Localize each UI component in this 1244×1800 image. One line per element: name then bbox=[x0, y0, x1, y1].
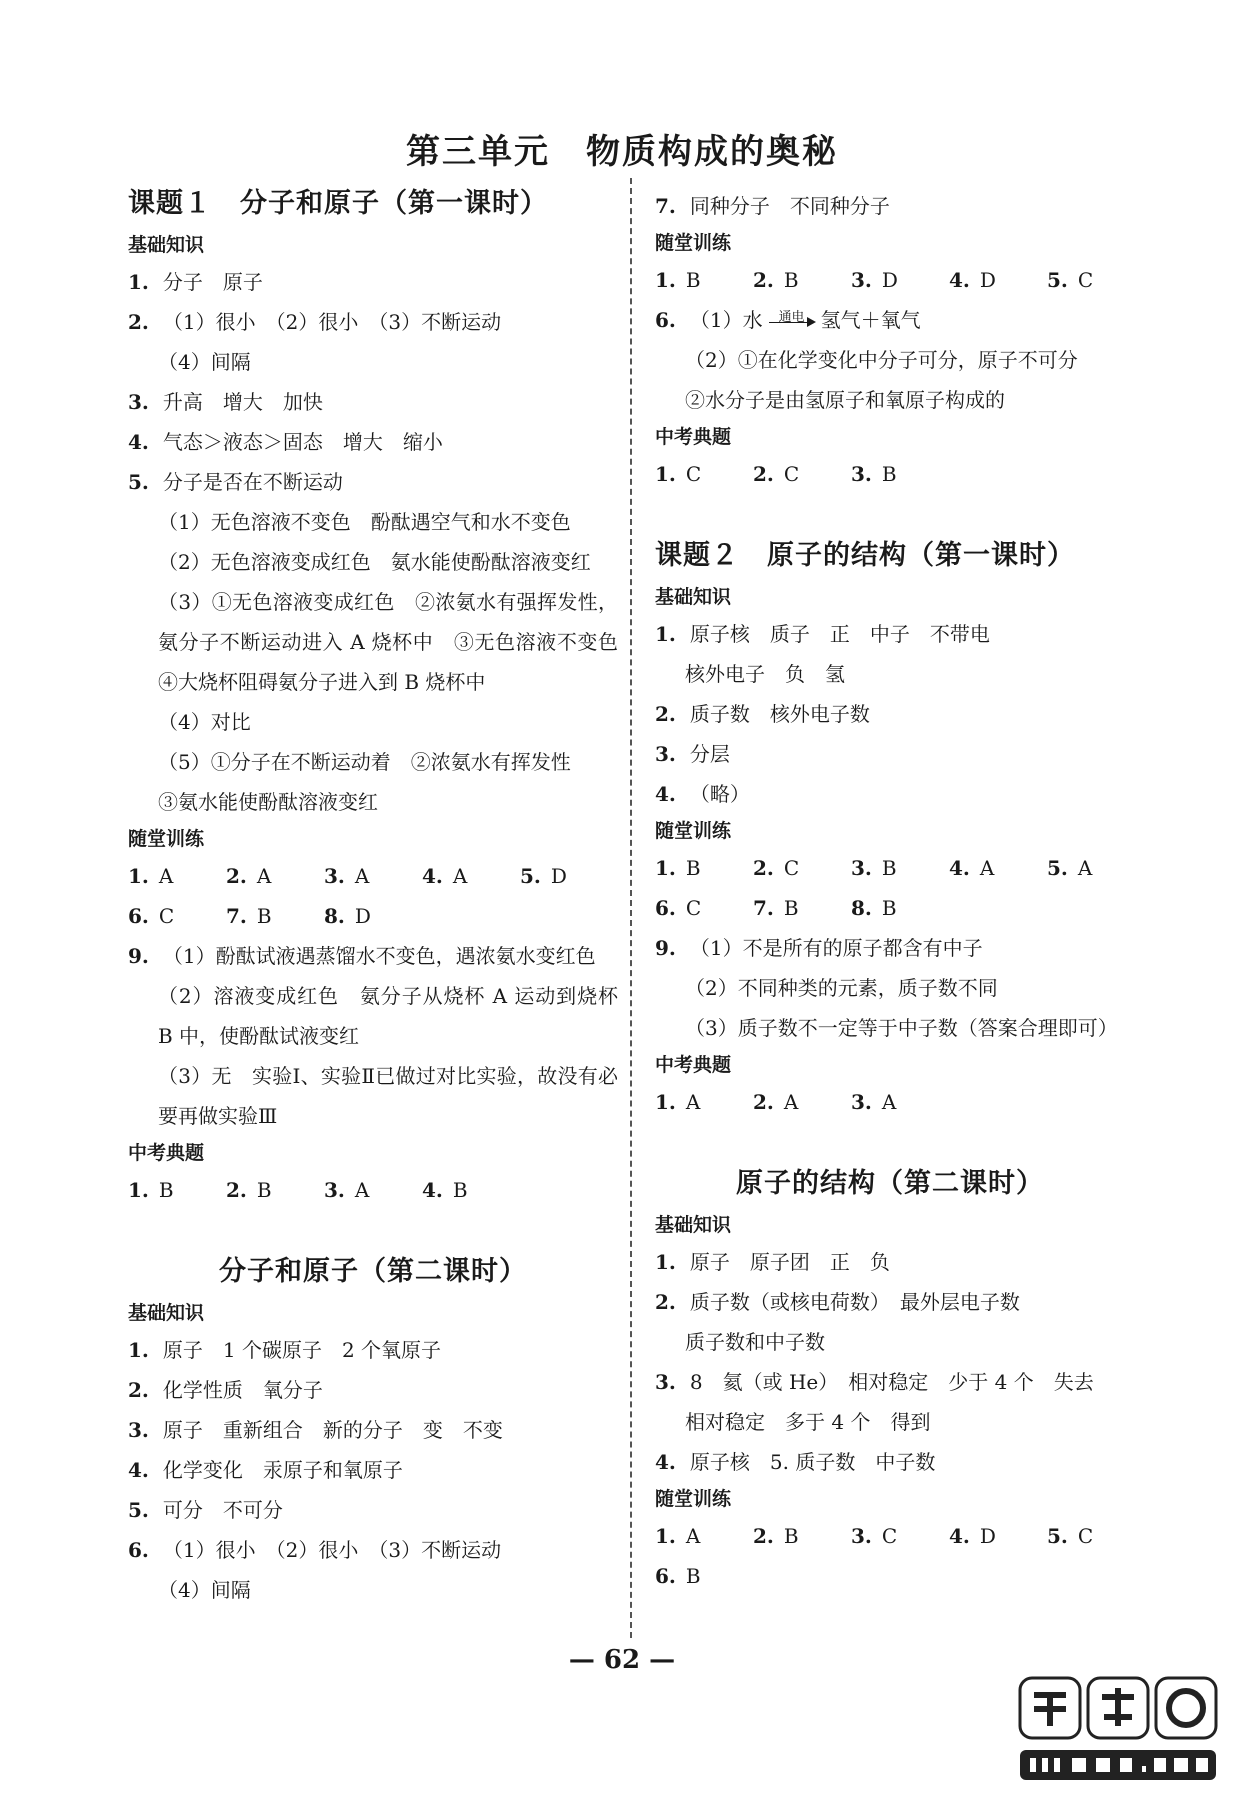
section-heading-practice: 随堂训练 bbox=[655, 232, 732, 254]
item-number: 2. bbox=[753, 856, 774, 880]
item-number: 4. bbox=[655, 1450, 676, 1474]
answer-choice: B bbox=[158, 1178, 174, 1202]
item-number: 2. bbox=[753, 1090, 774, 1114]
item-number: 1. bbox=[655, 462, 676, 486]
answer-cell bbox=[226, 896, 324, 936]
lesson-1-section bbox=[128, 186, 638, 1210]
answer-cell bbox=[851, 888, 949, 928]
list-item bbox=[655, 1362, 1125, 1402]
item-number: 4. bbox=[949, 1524, 970, 1548]
answer-cell bbox=[949, 260, 1047, 300]
answer-cell bbox=[1047, 848, 1145, 888]
answer-text: 分子 原子 bbox=[162, 270, 263, 294]
answer-text: 原子 原子团 正 负 bbox=[689, 1250, 890, 1274]
item-number: 8. bbox=[324, 904, 345, 928]
answer-choice: B bbox=[881, 462, 897, 486]
answer-cell bbox=[422, 856, 520, 896]
item-number: 1. bbox=[655, 1524, 676, 1548]
list-item bbox=[128, 542, 618, 582]
answer-cell bbox=[655, 260, 753, 300]
item-number: 9. bbox=[128, 944, 149, 968]
list-item bbox=[128, 1056, 618, 1136]
answer-text: （1）很小 （2）很小 （3）不断运动 bbox=[162, 1538, 502, 1562]
section-heading-basic: 基础知识 bbox=[655, 1214, 732, 1236]
answer-choice: B bbox=[783, 896, 799, 920]
answer-choice: B bbox=[783, 268, 799, 292]
answer-choice: A bbox=[256, 864, 272, 888]
section-heading-basic: 基础知识 bbox=[128, 1302, 205, 1324]
answer-choice: C bbox=[881, 1524, 898, 1548]
list-item bbox=[655, 1442, 1125, 1482]
item-number: 3. bbox=[851, 856, 872, 880]
item-number: 9. bbox=[655, 936, 676, 960]
answer-cell bbox=[655, 1082, 753, 1122]
section-heading-exam: 中考典题 bbox=[655, 426, 732, 448]
item-number: 3. bbox=[851, 1524, 872, 1548]
answer-cell bbox=[753, 454, 851, 494]
item-number: 5. bbox=[520, 864, 541, 888]
list-item bbox=[128, 302, 618, 342]
answer-cell bbox=[753, 1516, 851, 1556]
item-number: 1. bbox=[655, 1250, 676, 1274]
answer-text: 相对稳定 多于 4 个 得到 bbox=[685, 1410, 931, 1434]
answer-cell bbox=[655, 1516, 753, 1556]
answer-text: 质子数和中子数 bbox=[685, 1330, 825, 1354]
list-item bbox=[655, 1282, 1125, 1322]
item-number: 6. bbox=[128, 904, 149, 928]
list-item bbox=[128, 422, 618, 462]
list-item bbox=[128, 1530, 618, 1570]
answer-row bbox=[655, 1082, 1125, 1122]
answer-cell bbox=[128, 1170, 226, 1210]
item-number: 4. bbox=[949, 856, 970, 880]
answer-row bbox=[655, 888, 1125, 928]
lesson-1-continued bbox=[655, 186, 1125, 494]
answer-text: 质子数（或核电荷数） 最外层电子数 bbox=[689, 1290, 1020, 1314]
answer-cell bbox=[422, 1170, 520, 1210]
reaction-condition: 通电 bbox=[778, 309, 805, 325]
answer-cell bbox=[851, 260, 949, 300]
list-item bbox=[128, 976, 618, 1056]
answer-grid bbox=[655, 1516, 1125, 1596]
item-number: 1. bbox=[128, 1338, 149, 1362]
item-number: 3. bbox=[128, 1418, 149, 1442]
answer-row bbox=[128, 896, 618, 936]
item-number: 3. bbox=[655, 1370, 676, 1394]
answer-row bbox=[655, 1516, 1125, 1556]
answer-choice: C bbox=[685, 462, 702, 486]
item-number: 2. bbox=[128, 310, 149, 334]
answer-choice: B bbox=[685, 856, 701, 880]
answer-text: ③氨水能使酚酞溶液变红 bbox=[158, 790, 378, 814]
list-item bbox=[128, 262, 618, 302]
item-number: 3. bbox=[851, 462, 872, 486]
answer-cell bbox=[753, 888, 851, 928]
item-number: 1. bbox=[128, 1178, 149, 1202]
item-number: 3. bbox=[851, 268, 872, 292]
answer-choice: C bbox=[1077, 268, 1094, 292]
answer-text: （2）溶液变成红色 氨分子从烧杯 A 运动到烧杯 B 中，使酚酞试液变红 bbox=[158, 984, 618, 1048]
list-item bbox=[128, 1370, 618, 1410]
answer-text: （3）无 实验Ⅰ、实验Ⅱ已做过对比实验，故没有必要再做实验Ⅲ bbox=[158, 1064, 618, 1128]
answer-cell bbox=[520, 856, 618, 896]
answer-choice: B bbox=[685, 268, 701, 292]
item-number: 5. bbox=[1047, 856, 1068, 880]
answer-choice: D bbox=[550, 864, 567, 888]
list-item bbox=[128, 936, 618, 976]
answer-text: 原子 1 个碳原子 2 个氧原子 bbox=[162, 1338, 442, 1362]
lesson-2-section bbox=[655, 538, 1125, 1122]
list-item bbox=[655, 774, 1125, 814]
answer-choice: C bbox=[1077, 1524, 1094, 1548]
answer-text: 8 氦（或 He） 相对稳定 少于 4 个 失去 bbox=[689, 1370, 1094, 1394]
list-item bbox=[128, 502, 618, 542]
lesson-2b-section bbox=[655, 1166, 1125, 1596]
item-number: 6. bbox=[655, 1564, 676, 1588]
answer-row bbox=[655, 1556, 1125, 1596]
item-number: 1. bbox=[655, 1090, 676, 1114]
answer-list bbox=[655, 928, 1125, 1048]
answer-list bbox=[128, 1330, 618, 1610]
item-number: 6. bbox=[128, 1538, 149, 1562]
answer-text: （3）①无色溶液变成红色 ②浓氨水有强挥发性，氨分子不断运动进入 A 烧杯中 ③无色溶液不变色 ④大烧杯阻碍氨分子进入到 B 烧杯中 bbox=[158, 590, 638, 694]
item-number: 2. bbox=[753, 1524, 774, 1548]
answer-text: 原子核 质子 正 中子 不带电 bbox=[689, 622, 990, 646]
answer-grid bbox=[128, 1170, 618, 1210]
answer-row bbox=[128, 1170, 618, 1210]
item-number: 4. bbox=[128, 1458, 149, 1482]
reaction-arrow-icon bbox=[769, 309, 815, 332]
list-item bbox=[128, 1330, 618, 1370]
answer-text: （1）不是所有的原子都含有中子 bbox=[689, 936, 983, 960]
answer-choice: D bbox=[881, 268, 898, 292]
list-item bbox=[128, 582, 638, 702]
list-item bbox=[655, 968, 1125, 1008]
list-item bbox=[128, 342, 618, 382]
item-number: 3. bbox=[128, 390, 149, 414]
answer-row bbox=[655, 848, 1125, 888]
answer-cell bbox=[851, 1082, 949, 1122]
answer-choice: B bbox=[256, 904, 272, 928]
list-item bbox=[655, 614, 1125, 654]
answer-cell bbox=[949, 848, 1047, 888]
list-item bbox=[128, 742, 618, 782]
item-number: 2. bbox=[655, 702, 676, 726]
item-number: 2. bbox=[226, 864, 247, 888]
answer-choice: A bbox=[979, 856, 995, 880]
answer-choice: A bbox=[881, 1090, 897, 1114]
answer-cell bbox=[753, 848, 851, 888]
item-number: 6. bbox=[655, 896, 676, 920]
answer-choice: A bbox=[685, 1090, 701, 1114]
list-item bbox=[128, 1450, 618, 1490]
list-item bbox=[655, 654, 1125, 694]
list-item bbox=[655, 928, 1125, 968]
item-number: 3. bbox=[851, 1090, 872, 1114]
answer-text: 可分 不可分 bbox=[162, 1498, 283, 1522]
answer-cell bbox=[1047, 260, 1145, 300]
item-number: 3. bbox=[655, 742, 676, 766]
answer-choice: D bbox=[354, 904, 371, 928]
item-number: 1. bbox=[655, 856, 676, 880]
section-heading-practice: 随堂训练 bbox=[655, 820, 732, 842]
page-number: — 62 — bbox=[568, 1645, 676, 1675]
item-number: 3. bbox=[324, 1178, 345, 1202]
answer-choice: A bbox=[452, 864, 468, 888]
answer-choice: B bbox=[881, 856, 897, 880]
answer-cell bbox=[226, 1170, 324, 1210]
item-number: 2. bbox=[226, 1178, 247, 1202]
item-number: 7. bbox=[753, 896, 774, 920]
answer-text: 气态＞液态＞固态 增大 缩小 bbox=[162, 430, 443, 454]
answer-choice: A bbox=[783, 1090, 799, 1114]
item-number: 1. bbox=[128, 864, 149, 888]
column-divider bbox=[630, 178, 632, 1638]
list-item bbox=[128, 1570, 618, 1610]
lesson-title: 原子的结构（第二课时） bbox=[736, 1168, 1044, 1199]
answer-text: （2）①在化学变化中分子可分，原子不可分 bbox=[685, 348, 1078, 372]
item-number: 5. bbox=[1047, 1524, 1068, 1548]
equation-item: 6. （1）水 通电 氢气＋氧气 bbox=[655, 300, 1125, 340]
answer-cell bbox=[851, 454, 949, 494]
answer-list bbox=[655, 614, 1125, 814]
answer-text: （1）酚酞试液遇蒸馏水不变色，遇浓氨水变红色 bbox=[162, 944, 596, 968]
list-item bbox=[655, 734, 1125, 774]
answer-grid bbox=[655, 260, 1125, 300]
list-item bbox=[655, 380, 1125, 420]
answer-cell bbox=[1047, 1516, 1145, 1556]
answer-text: 化学变化 汞原子和氧原子 bbox=[162, 1458, 403, 1482]
answer-cell bbox=[655, 454, 753, 494]
answer-grid bbox=[655, 848, 1125, 928]
section-heading-basic: 基础知识 bbox=[128, 234, 205, 256]
unit-title: 第三单元 物质构成的奥秘 bbox=[406, 132, 838, 172]
item-number: 1. bbox=[655, 268, 676, 292]
answer-choice: C bbox=[783, 462, 800, 486]
item-number: 7. bbox=[226, 904, 247, 928]
item-number: 5. bbox=[128, 1498, 149, 1522]
answer-choice: A bbox=[158, 864, 174, 888]
list-item bbox=[128, 382, 618, 422]
section-heading-exam: 中考典题 bbox=[128, 1142, 205, 1164]
answer-cell bbox=[226, 856, 324, 896]
item-number: 2. bbox=[753, 268, 774, 292]
list-item bbox=[655, 1322, 1125, 1362]
answer-text: （1）无色溶液不变色 酚酞遇空气和水不变色 bbox=[158, 510, 571, 534]
answer-choice: B bbox=[783, 1524, 799, 1548]
answer-choice: C bbox=[158, 904, 175, 928]
answer-text: 质子数 核外电子数 bbox=[689, 702, 870, 726]
answer-grid bbox=[655, 454, 1125, 494]
answer-list bbox=[655, 1242, 1125, 1482]
answer-list bbox=[655, 340, 1125, 420]
answer-text: 分子是否在不断运动 bbox=[162, 470, 343, 494]
lesson-title: 课题１ 分子和原子（第一课时） bbox=[128, 188, 548, 219]
answer-choice: B bbox=[881, 896, 897, 920]
answer-text: （略） bbox=[689, 782, 750, 806]
answer-choice: D bbox=[979, 268, 996, 292]
answer-choice: A bbox=[354, 1178, 370, 1202]
list-item bbox=[128, 462, 618, 502]
answer-choice: A bbox=[685, 1524, 701, 1548]
answer-text: （4）间隔 bbox=[158, 350, 251, 374]
item-number: 8. bbox=[851, 896, 872, 920]
answer-cell bbox=[655, 1556, 753, 1596]
section-heading-practice: 随堂训练 bbox=[655, 1488, 732, 1510]
answer-list bbox=[128, 936, 618, 1136]
item-number: 4. bbox=[422, 864, 443, 888]
answer-row bbox=[655, 454, 1125, 494]
answer-list bbox=[128, 262, 638, 822]
item-number: 4. bbox=[655, 782, 676, 806]
answer-text: 原子核 5. 质子数 中子数 bbox=[689, 1450, 936, 1474]
item-number: 4. bbox=[422, 1178, 443, 1202]
answer-choice: B bbox=[452, 1178, 468, 1202]
item-number: 5. bbox=[128, 470, 149, 494]
answer-text: 原子 重新组合 新的分子 变 不变 bbox=[162, 1418, 503, 1442]
item-number: 1. bbox=[655, 622, 676, 646]
answer-grid bbox=[655, 1082, 1125, 1122]
right-column bbox=[655, 186, 1125, 1596]
answer-choice: B bbox=[256, 1178, 272, 1202]
answer-cell bbox=[753, 260, 851, 300]
lesson-title: 课题２ 原子的结构（第一课时） bbox=[655, 540, 1075, 571]
list-item bbox=[655, 1402, 1125, 1442]
answer-cell bbox=[655, 848, 753, 888]
answer-text: （2）不同种类的元素，质子数不同 bbox=[685, 976, 998, 1000]
answer-text: （1）很小 （2）很小 （3）不断运动 bbox=[162, 310, 502, 334]
left-column bbox=[128, 186, 638, 1610]
answer-text: （2）无色溶液变成红色 氨水能使酚酞溶液变红 bbox=[158, 550, 591, 574]
lesson-title: 分子和原子（第二课时） bbox=[219, 1256, 527, 1287]
list-item bbox=[655, 694, 1125, 734]
answer-text: （3）质子数不一定等于中子数（答案合理即可） bbox=[685, 1016, 1118, 1040]
list-item bbox=[655, 340, 1125, 380]
answer-cell bbox=[128, 856, 226, 896]
answer-cell bbox=[949, 1516, 1047, 1556]
answer-text: 核外电子 负 氢 bbox=[685, 662, 845, 686]
answer-text: （5）①分子在不断运动着 ②浓氨水有挥发性 bbox=[158, 750, 571, 774]
answer-grid bbox=[128, 856, 618, 936]
item-number: 2. bbox=[128, 1378, 149, 1402]
answer-row bbox=[655, 260, 1125, 300]
list-item bbox=[128, 1410, 618, 1450]
answer-text: 升高 增大 加快 bbox=[162, 390, 323, 414]
list-item bbox=[128, 1490, 618, 1530]
item-number: 2. bbox=[753, 462, 774, 486]
item-number: 5. bbox=[1047, 268, 1068, 292]
answer-cell bbox=[851, 848, 949, 888]
answer-text: （4）对比 bbox=[158, 710, 251, 734]
answer-cell bbox=[324, 856, 422, 896]
answer-cell bbox=[655, 888, 753, 928]
answer-choice: A bbox=[1077, 856, 1093, 880]
answer-choice: D bbox=[979, 1524, 996, 1548]
answer-choice: C bbox=[685, 896, 702, 920]
item-number: 1. bbox=[128, 270, 149, 294]
lesson-1b-section bbox=[128, 1254, 618, 1610]
list-item bbox=[128, 782, 618, 822]
item-number: 2. bbox=[655, 1290, 676, 1314]
answer-text: （4）间隔 bbox=[158, 1578, 251, 1602]
section-heading-practice: 随堂训练 bbox=[128, 828, 205, 850]
item-number: 4. bbox=[949, 268, 970, 292]
item-number: 3. bbox=[324, 864, 345, 888]
answer-choice: B bbox=[685, 1564, 701, 1588]
item-number: 4. bbox=[128, 430, 149, 454]
answer-cell bbox=[753, 1082, 851, 1122]
answer-cell bbox=[851, 1516, 949, 1556]
answer-choice: A bbox=[354, 864, 370, 888]
list-item: 7. 同种分子 不同种分子 bbox=[655, 194, 890, 218]
section-heading-exam: 中考典题 bbox=[655, 1054, 732, 1076]
answer-text: 化学性质 氧分子 bbox=[162, 1378, 323, 1402]
answer-text: 分层 bbox=[689, 742, 730, 766]
answer-cell bbox=[324, 896, 422, 936]
watermark-logo-icon bbox=[1014, 1668, 1224, 1786]
answer-cell bbox=[324, 1170, 422, 1210]
answer-row bbox=[128, 856, 618, 896]
answer-text: ②水分子是由氢原子和氧原子构成的 bbox=[685, 388, 1005, 412]
answer-choice: C bbox=[783, 856, 800, 880]
list-item bbox=[655, 1242, 1125, 1282]
list-item bbox=[128, 702, 618, 742]
section-heading-basic: 基础知识 bbox=[655, 586, 732, 608]
list-item bbox=[655, 1008, 1125, 1048]
answer-cell bbox=[128, 896, 226, 936]
